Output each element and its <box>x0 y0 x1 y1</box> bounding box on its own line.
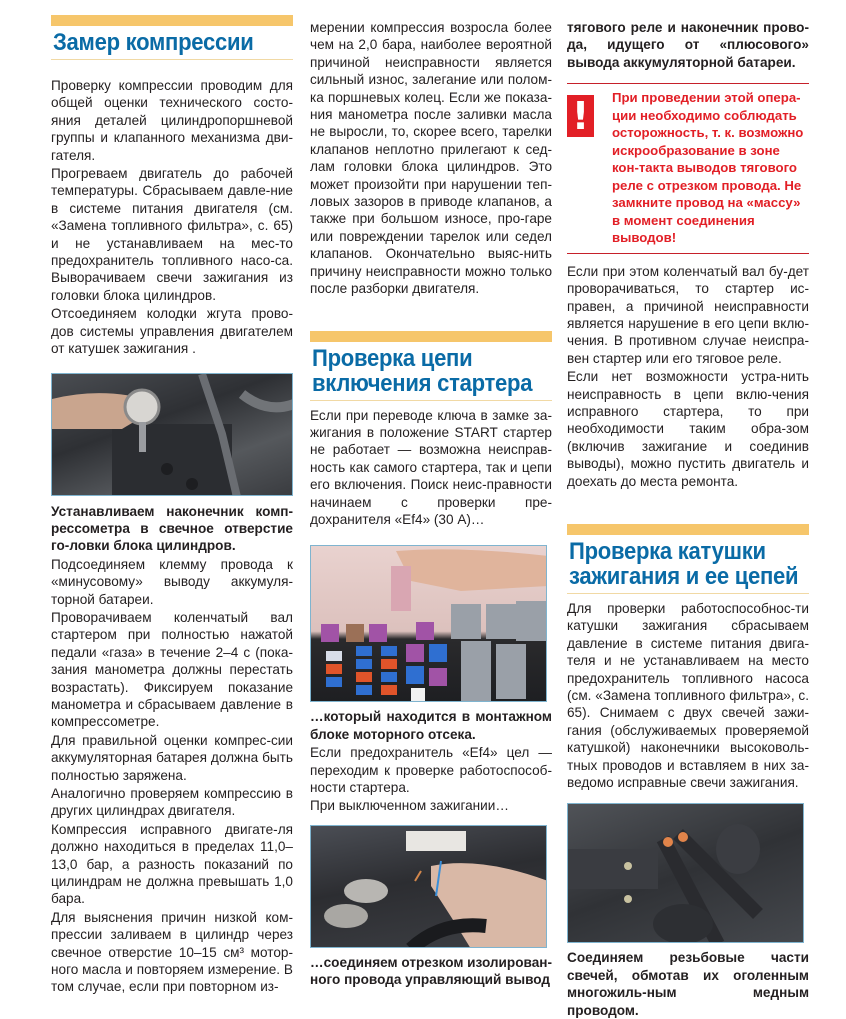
coil-photo-illustration <box>568 804 804 943</box>
paragraph: Отсоединяем колодки жгута прово-дов системы управления двигателем от катушек зажигания . <box>51 306 293 357</box>
paragraph: Прогреваем двигатель до рабочей температуры. Сбрасываем давле-ние в системе питания двигателя (см. «Замена топливного фильтра», с. 65) и не устанавливаем на мес-то предохранитель топливного насо-са. Выворачиваем свечи зажигания из головки блока цилиндров. <box>51 166 293 303</box>
paragraph: Компрессия исправного двигате-ля должно находиться в пределах 11,0–13,0 бар, а разность показаний по цилиндрам не должна превышать 1,0 бара. <box>51 821 293 907</box>
exclamation-icon: ! <box>567 95 594 137</box>
paragraph: Подсоединяем клемму провода к «минусовому» выводу аккумуля-торной батареи. <box>51 556 293 607</box>
photo-caption: Соединяем резьбовые части свечей, обмотав их оголенным многожиль-ным медным проводом. <box>567 950 809 1018</box>
heading-text: Проверка цепи включения стартера <box>312 344 533 397</box>
photo-spark-plugs-wired <box>567 803 804 943</box>
section-heading-compression: Замер компрессии <box>53 29 254 56</box>
photo-caption: …соединяем отрезком изолирован-ного провода управляющий вывод <box>310 954 552 988</box>
photo-starter-wire-connection <box>310 825 547 948</box>
paragraph: Если предохранитель «Ef4» цел — переходим к проверке работоспособ-ности стартера. <box>310 745 552 795</box>
paragraph: Проворачиваем коленчатый вал стартером при полностью нажатой педали «газа» в течение 2–4 с (пока-зания манометра должны перестать возрастать). Фиксируем показание манометра и сбрасываем давление в компрессометре. <box>51 609 293 730</box>
section-heading-ignition-coil <box>569 539 812 589</box>
section-accent-bar <box>567 524 809 535</box>
photo-caption-continued: тягового реле и наконечник прово-да, идущего от «плюсового» вывода аккумуляторной батареи. <box>567 20 809 70</box>
photo-fuse-box <box>310 545 547 702</box>
photo-compression-gauge <box>51 373 293 496</box>
column-1 <box>51 0 293 996</box>
section-accent-bar <box>310 331 552 342</box>
paragraph: Проверку компрессии проводим для общей оценки технического состо-яния деталей цилиндропоршневой группы и клапанного механизма дви-гателя. <box>51 78 293 163</box>
section-accent-bar <box>51 15 293 26</box>
photo-caption: Устанавливаем наконечник комп-рессометра в свечное отверстие го-ловки блока цилиндров. <box>51 503 293 554</box>
paragraph: Если при переводе ключа в замке за-жигания в положение START стартер не работает — возможна неисправ-ность как самого стартера, так и цепи его включения. Поиск неис-правности начинаем с проверки пре-дохранителя «Ef4» (30 А)… <box>310 407 552 527</box>
paragraph: мерении компрессия возросла более чем на 2,0 бара, наиболее вероятной причиной неисправности является сильный износ, залегание или полом-ка поршневых колец. Если же показа-ния манометра после заливки масла не выросли, то, скорее всего, тарелки клапанов неплотно прилегают к сед-лам головки блока цилиндров. Это может произойти при нарушении теп-ловых зазоров в приводе клапанов, а также при большом износе, про-гаре или повреждении тарелок или седел клапанов. Окончательно выяс-нить причину неисправности можно только после разборки двигателя. <box>310 20 552 297</box>
paragraph: Для выяснения причин низкой ком-прессии заливаем в цилиндр через свечное отверстие 10–15 см³ мотор-ного масла и повторяем измерение. В том случае, если при повторном из- <box>51 909 293 995</box>
photo-caption: …который находится в монтажном блоке моторного отсека. <box>310 709 552 742</box>
column-2 <box>310 0 552 989</box>
paragraph: Для правильной оценки компрес-сии аккумуляторная батарея должна быть полностью заряжена. <box>51 732 293 783</box>
warning-box <box>567 84 809 253</box>
section-heading-starter-circuit <box>312 346 555 396</box>
column-3 <box>567 0 809 1019</box>
paragraph: Аналогично проверяем компрессию в других цилиндрах двигателя. <box>51 786 293 819</box>
engine-photo-illustration <box>52 374 293 496</box>
paragraph: Если нет возможности устра-нить неисправность в цепи вклю-чения исправного стартера, то при необходимости таким обра-зом (включив зажигание и соединив выводы), можно пустить двигатель и доехать до места ремонта. <box>567 369 809 489</box>
heading-text: Проверка катушки зажигания и ее цепей <box>569 538 799 590</box>
paragraph: Для проверки работоспособнос-ти катушки зажигания сбрасываем давление в системе питания двига-теля и не устанавливаем на место предохранитель топливного насоса (см. «Замена топливного фильтра», с. 65). Снимаем с двух свечей зажи-гания (обслуживаемых проверяемой катушкой) наконечники высоковоль-тных проводов и вставляем в них за-ведомо исправные свечи зажигания. <box>567 601 809 791</box>
paragraph: При выключенном зажигании… <box>310 798 509 814</box>
paragraph: Если при этом коленчатый вал бу-дет проворачиваться, то стартер ис-правен, а причиной неисправности является нарушение в его цепи вклю-чения. В противном случае неиспра-вен стартер или его тяговое реле. <box>567 263 809 366</box>
starter-photo-illustration <box>311 826 547 948</box>
warning-text: При проведении этой опера-ции необходимо соблюдать осторожность, т. к. возможно искрообразование в зоне кон-такта выводов тягового реле с отрезком провода. Не замкните провод на «массу» в момент соединения выводов! <box>612 90 804 246</box>
fuse-box-illustration <box>311 546 547 702</box>
